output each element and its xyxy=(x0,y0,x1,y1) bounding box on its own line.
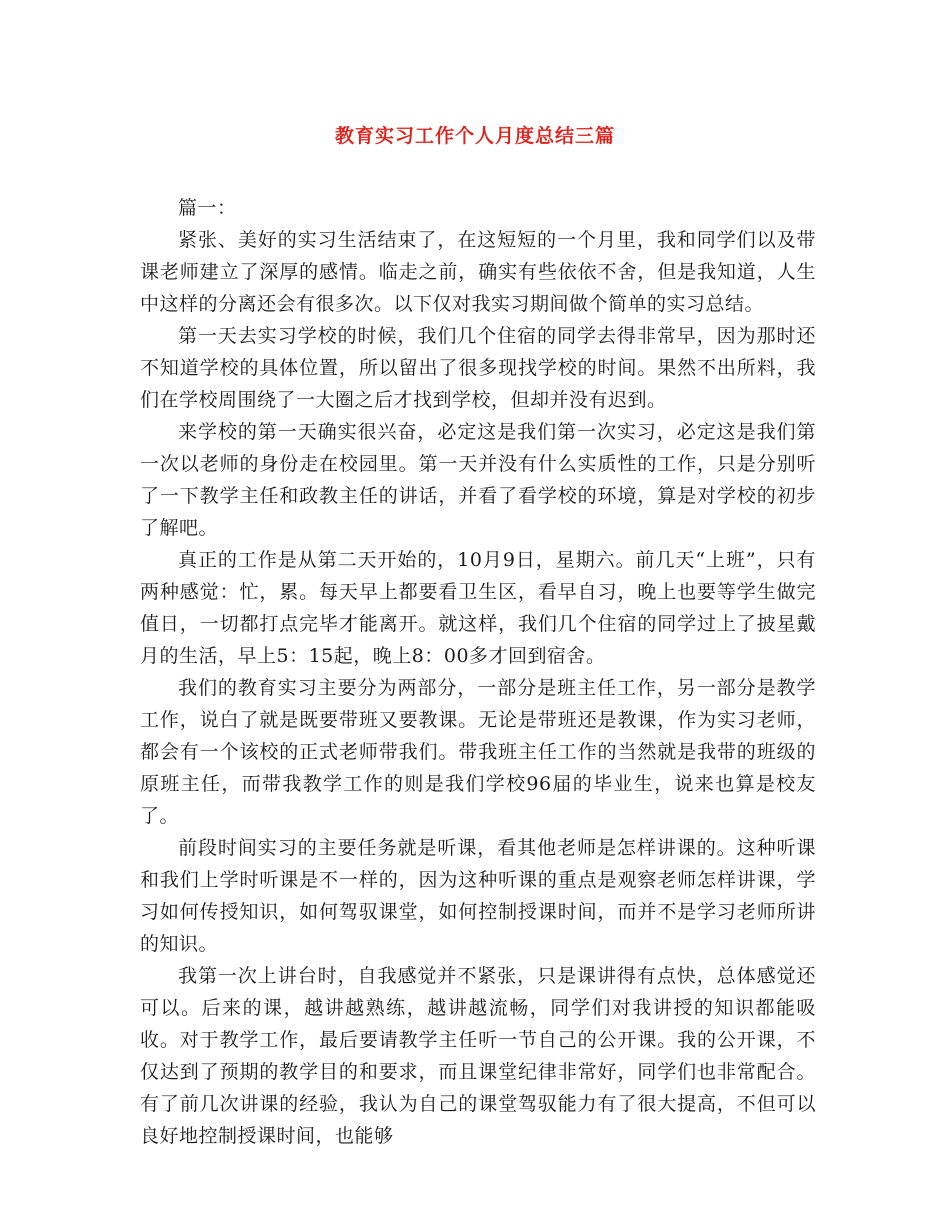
paragraph: 来学校的第一天确实很兴奋，必定这是我们第一次实习，必定这是我们第一次以老师的身份走在校园里。第一天并没有什么实质性的工作，只是分别听了一下教学主任和政教主任的讲话，并看了看学校的环境，算是对学校的初步了解吧。 xyxy=(140,421,816,539)
document-title: 教育实习工作个人月度总结三篇 xyxy=(334,125,615,147)
paragraph: 我第一次上讲台时，自我感觉并不紧张，只是课讲得有点快，总体感觉还可以。后来的课，越讲越熟练，越讲越流畅，同学们对我讲授的知识都能吸收。对于教学工作，最后要请教学主任听一节自己的公开课。我的公开课，不仅达到了预期的教学目的和要求，而且课堂纪律非常好，同学们也非常配合。有了前几次讲课的经验，我认为自己的课堂驾驭能力有了很大提高，不但可以良好地控制授课时间，也能够 xyxy=(140,965,816,1147)
paragraph: 前段时间实习的主要任务就是听课，看其他老师是怎样讲课的。这种听课和我们上学时听课是不一样的，因为这种听课的重点是观察老师怎样讲课，学习如何传授知识，如何驾驭课堂，如何控制授课时间，而并不是学习老师所讲的知识。 xyxy=(140,837,816,955)
paragraph-heading: 篇一： xyxy=(178,197,237,219)
paragraph: 真正的工作是从第二天开始的，10月9日，星期六。前几天“上班”，只有两种感觉：忙，累。每天早上都要看卫生区，看早自习，晚上也要等学生做完值日，一切都打点完毕才能离开。就这样，我们几个住宿的同学过上了披星戴月的生活，早上5：15起，晚上8：00多才回到宿舍。 xyxy=(140,549,816,667)
paragraph: 紧张、美好的实习生活结束了，在这短短的一个月里，我和同学们以及带课老师建立了深厚的感情。临走之前，确实有些依依不舍，但是我知道，人生中这样的分离还会有很多次。以下仅对我实习期间做个简单的实习总结。 xyxy=(140,229,816,315)
paragraph: 第一天去实习学校的时候，我们几个住宿的同学去得非常早，因为那时还不知道学校的具体位置，所以留出了很多现找学校的时间。果然不出所料，我们在学校周围绕了一大圈之后才找到学校，但却并没有迟到。 xyxy=(140,325,816,411)
paragraph: 我们的教育实习主要分为两部分，一部分是班主任工作，另一部分是教学工作，说白了就是既要带班又要教课。无论是带班还是教课，作为实习老师，都会有一个该校的正式老师带我们。带我班主任工作的当然就是我带的班级的原班主任，而带我教学工作的则是我们学校96届的毕业生，说来也算是校友了。 xyxy=(140,677,816,827)
document-body xyxy=(140,192,816,1152)
